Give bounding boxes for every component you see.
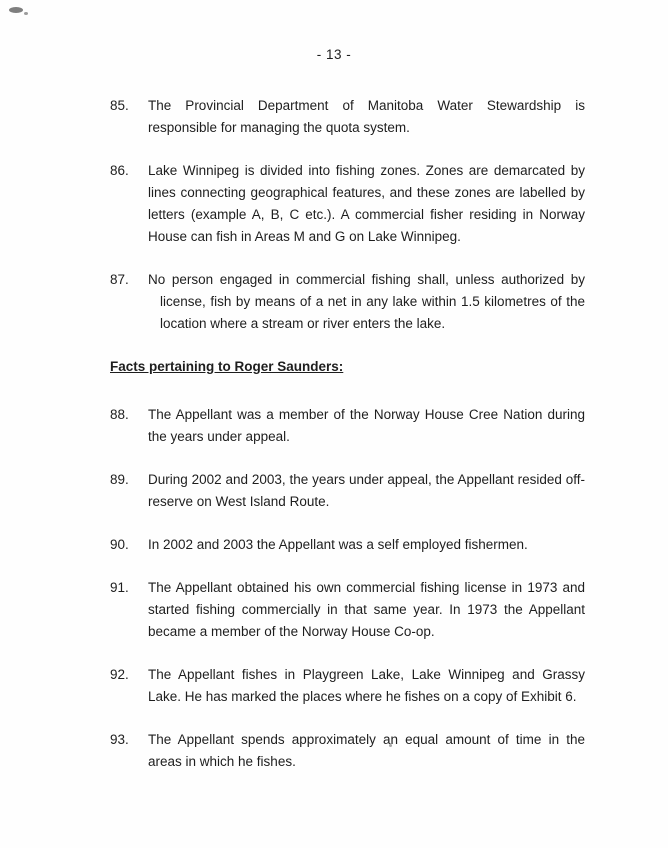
paragraph-88 <box>110 404 585 448</box>
paragraph-text: No person engaged in commercial fishing shall, unless authorized by license, fish by means of a net in any lake within 1.5 kilometres of the location where a stream or river enters the lake. <box>148 272 585 331</box>
paragraph-number: 89. <box>110 472 129 487</box>
paragraph-text: The Appellant obtained his own commercial fishing license in 1973 and started fishing commercially in that same year. In 1973 the Appellant became a member of the Norway House Co-op. <box>148 580 585 639</box>
paragraph-86 <box>110 160 585 248</box>
paragraph-91 <box>110 577 585 643</box>
paragraph-text: The Appellant was a member of the Norway House Cree Nation during the years under appeal. <box>148 407 585 444</box>
paragraph-87 <box>110 269 585 335</box>
paragraph-number: 91. <box>110 580 129 595</box>
paragraph-number: 86. <box>110 163 129 178</box>
scan-artifact <box>24 12 28 15</box>
paragraph-text: During 2002 and 2003, the years under appeal, the Appellant resided off-reserve on West Island Route. <box>148 472 585 509</box>
paragraph-85 <box>110 95 585 139</box>
paragraph-number: 87. <box>110 272 129 287</box>
paragraph-number: 85. <box>110 98 129 113</box>
paragraph-text: The Appellant spends approximately an equal amount of time in the areas in which he fishes. <box>148 732 585 769</box>
page-number: - 13 - <box>316 47 352 62</box>
paragraph-90 <box>110 534 585 556</box>
paragraph-number: 88. <box>110 407 129 422</box>
section-heading: Facts pertaining to Roger Saunders: <box>110 359 344 374</box>
paragraph-text: Lake Winnipeg is divided into fishing zones. Zones are demarcated by lines connecting geographical features, and these zones are labelled by letters (example A, B, C etc.). A commercial fisher residing in Norway House can fish in Areas M and G on Lake Winnipeg. <box>148 163 585 244</box>
paragraph-number: 92. <box>110 667 129 682</box>
paragraph-number: 90. <box>110 537 129 552</box>
paragraph-text: In 2002 and 2003 the Appellant was a self employed fishermen. <box>148 537 528 552</box>
paragraph-text: The Provincial Department of Manitoba Water Stewardship is responsible for managing the quota system. <box>148 98 585 135</box>
paragraph-89 <box>110 469 585 513</box>
paragraph-text: The Appellant fishes in Playgreen Lake, Lake Winnipeg and Grassy Lake. He has marked the places where he fishes on a copy of Exhibit 6. <box>148 667 585 704</box>
paragraph-93 <box>110 729 585 773</box>
scan-artifact <box>9 7 23 13</box>
paragraph-number: 93. <box>110 732 129 747</box>
scan-artifact <box>389 744 392 747</box>
paragraph-92 <box>110 664 585 708</box>
